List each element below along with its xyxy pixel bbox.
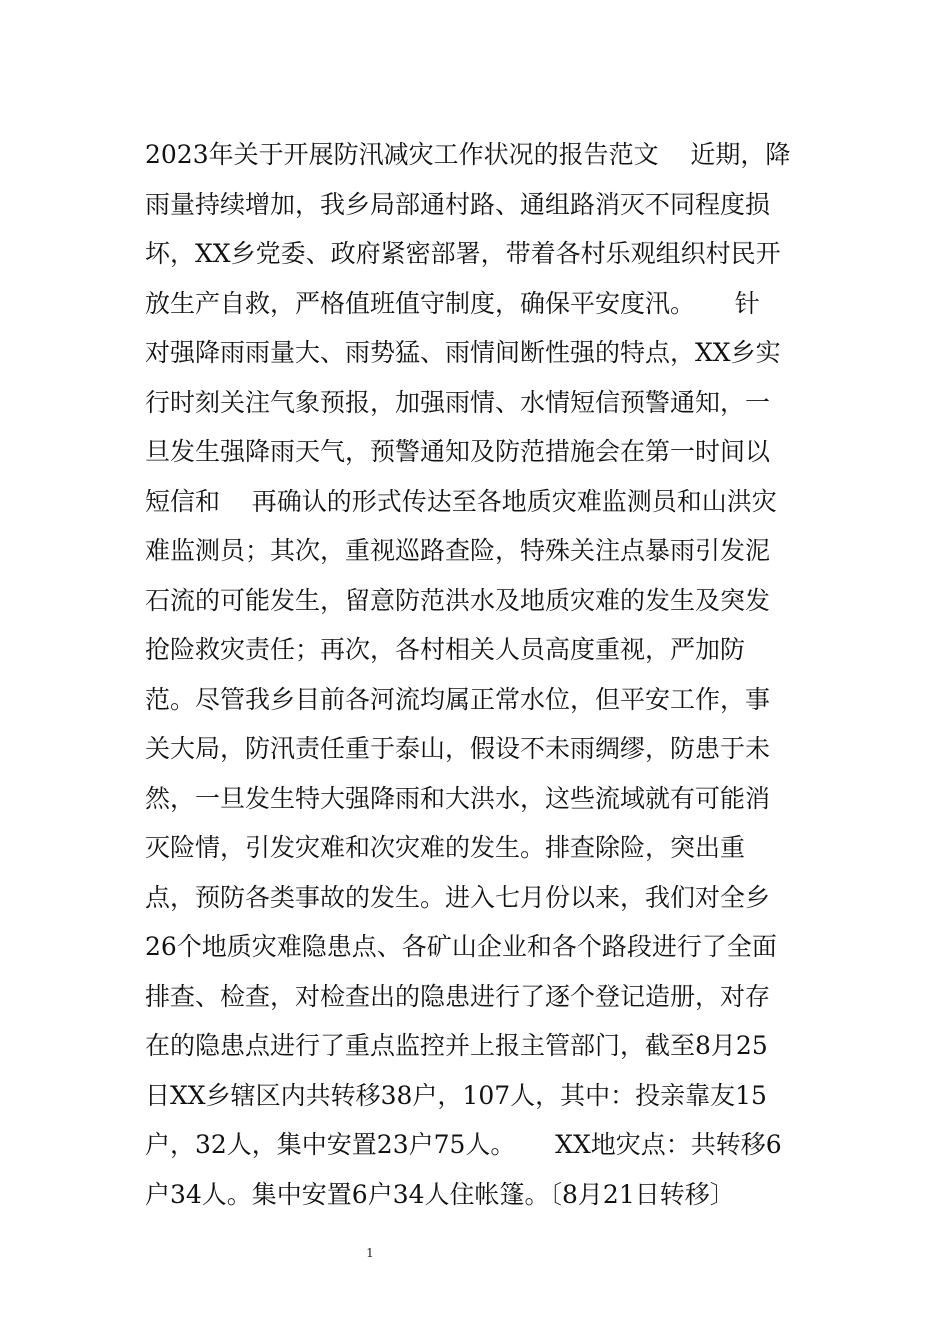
text-line: 户34人。集中安置6户34人住帐篷。〔8月21日转移〕 bbox=[145, 1179, 735, 1209]
text-line: 日XX乡辖区内共转移38户，107人，其中：投亲靠友15 bbox=[145, 1080, 767, 1110]
text-line: 坏，XX乡党委、政府紧密部署，带着各村乐观组织村民开 bbox=[145, 239, 781, 268]
text-line: 石流的可能发生，留意防范洪水及地质灾难的发生及突发 bbox=[145, 585, 771, 615]
report-body bbox=[145, 130, 815, 1219]
text-line: 点，预防各类事故的发生。进入七月份以来，我们对全乡 bbox=[145, 882, 771, 912]
text-line: 在的隐患点进行了重点监控并上报主管部门，截至8月25 bbox=[145, 1031, 768, 1060]
text-line: 放生产自救，严格值班值守制度，确保平安度汛。 针 bbox=[145, 288, 760, 318]
text-line: 关大局，防汛责任重于泰山，假设不未雨绸缪，防患于未 bbox=[145, 734, 771, 763]
text-line: 2023年关于开展防汛减灾工作状况的报告范文 近期，降 bbox=[145, 140, 791, 169]
text-line: 短信和 再确认的形式传达至各地质灾难监测员和山洪灾 bbox=[145, 486, 777, 516]
text-line: 雨量持续增加，我乡局部通村路、通组路消灭不同程度损 bbox=[145, 189, 771, 219]
text-line: 户，32人，集中安置23户75人。 XX地灾点：共转移6 bbox=[145, 1130, 782, 1159]
page-number: 1 bbox=[366, 1246, 374, 1260]
text-line: 抢险救灾责任；再次，各村相关人员高度重视，严加防 bbox=[145, 635, 746, 664]
text-line: 排查、检查，对检查出的隐患进行了逐个登记造册，对存 bbox=[145, 981, 771, 1011]
text-line: 行时刻关注气象预报，加强雨情、水情短信预警通知，一 bbox=[145, 387, 771, 417]
text-line: 然，一旦发生特大强降雨和大洪水，这些流域就有可能消 bbox=[145, 783, 771, 813]
text-line: 26个地质灾难隐患点、各矿山企业和各个路段进行了全面 bbox=[145, 932, 777, 961]
text-line: 灭险情，引发灾难和次灾难的发生。排查除险，突出重 bbox=[145, 833, 746, 862]
text-line: 难监测员；其次，重视巡路查险，特殊关注点暴雨引发泥 bbox=[145, 536, 771, 565]
text-line: 旦发生强降雨天气，预警通知及防范措施会在第一时间以 bbox=[145, 437, 771, 466]
text-line: 范。尽管我乡目前各河流均属正常水位，但平安工作，事 bbox=[145, 684, 771, 714]
text-line: 对强降雨雨量大、雨势猛、雨情间断性强的特点，XX乡实 bbox=[145, 338, 781, 367]
